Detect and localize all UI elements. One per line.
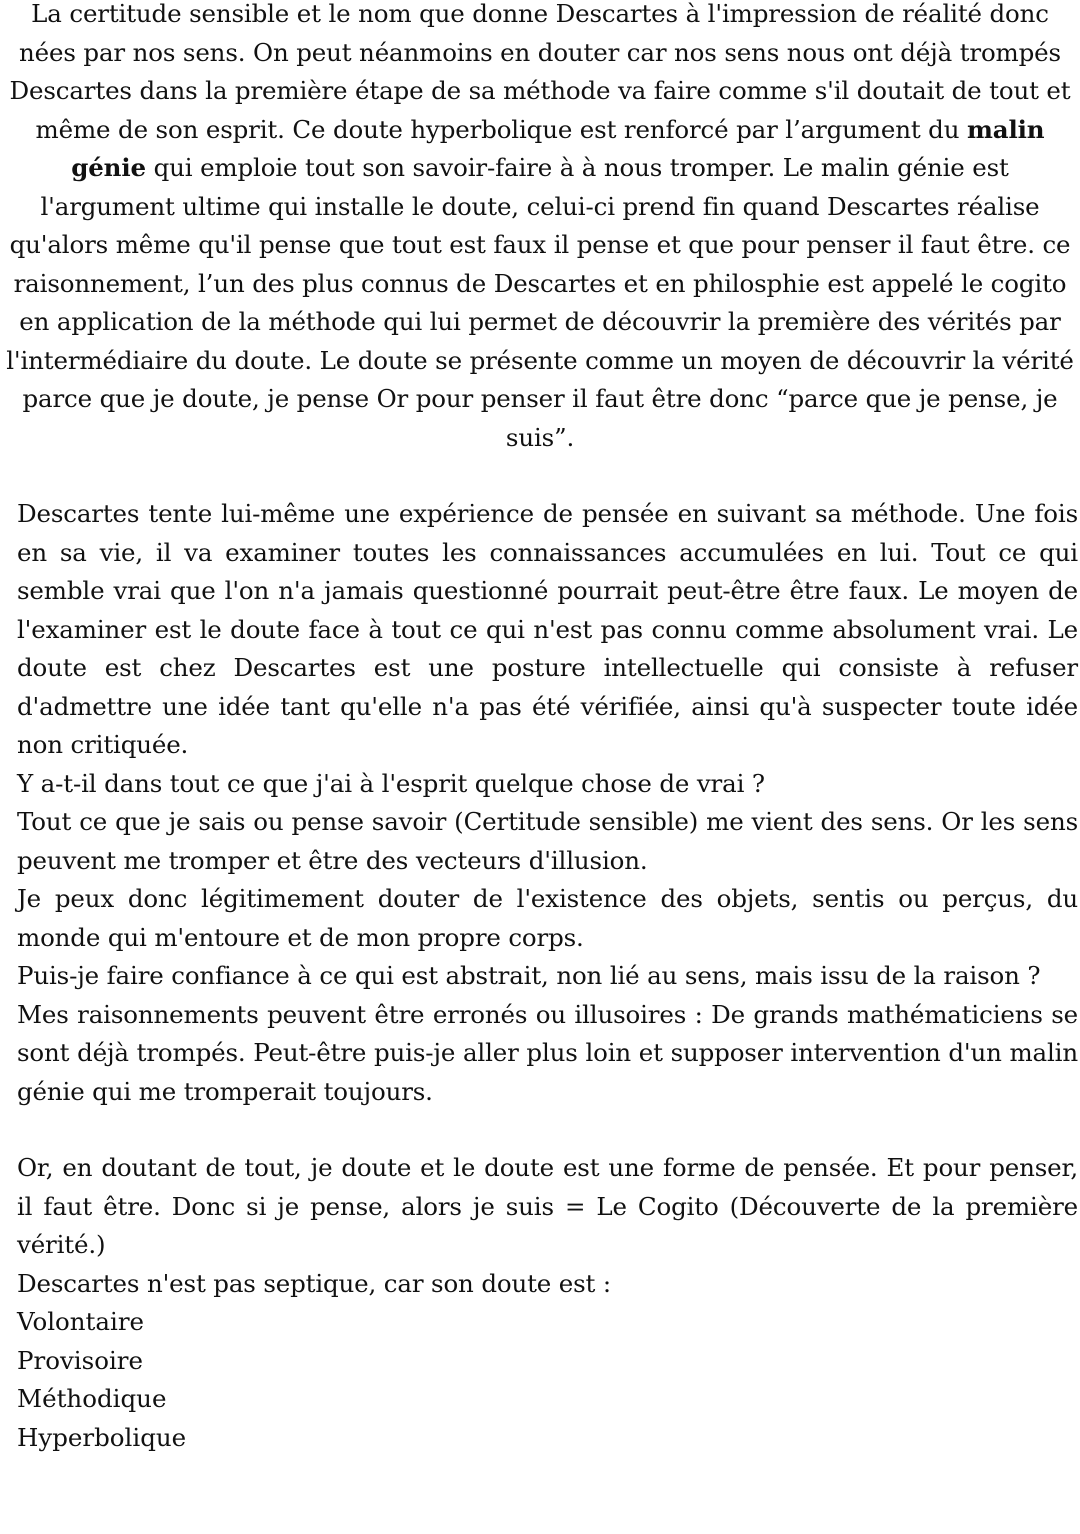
paragraph-gap <box>2 457 1078 495</box>
reasoning-paragraph: Mes raisonnements peuvent être erronés ou illusoires : De grands mathématiciens se sont déjà trompés. Peut-être puis-je aller plus loin et supposer intervention d'un malin génie qui me tromperait toujours. <box>17 999 1078 1106</box>
list-item: Hyperbolique <box>17 1422 187 1452</box>
intro-text-end: qui emploie tout son savoir-faire à à nous tromper. Le malin génie est l'argument ultime qui installe le doute, celui-ci prend fin quand Descartes réalise qu'alors même qu'il pense que tout est faux il pense et que pour penser il faut être. ce raisonnement, l’un des plus connus de Descartes et en philosphie est appelé le cogito en application de la méthode qui lui permet de découvrir la première des vérités par l'intermédiaire du doute. Le doute se présente comme un moyen de découvrir la vérité parce que je doute, je pense Or pour penser il faut être donc “parce que je pense, je suis”. <box>6 153 1074 452</box>
question-reason: Puis-je faire confiance à ce qui est abstrait, non lié au sens, mais issu de la raison ? <box>17 961 1041 990</box>
question-truth: Y a-t-il dans tout ce que j'ai à l'esprit quelque chose de vrai ? <box>17 768 765 798</box>
intro-text-start: La certitude sensible et le nom que donne Descartes à l'impression de réalité donc nées par nos sens. On peut néanmoins en douter car nos sens nous ont déjà trompés Descartes dans la première étape de sa méthode va faire comme s'il doutait de tout et même de son esprit. Ce doute hyperbolique est renforcé par l’argument du <box>9 0 1071 144</box>
list-intro: Descartes n'est pas septique, car son doute est : <box>17 1268 611 1298</box>
doubt-characteristics-list <box>2 1303 1078 1457</box>
cogito-paragraph: Or, en doutant de tout, je doute et le doute est une forme de pensée. Et pour penser, il faut être. Donc si je pense, alors je suis = Le Cogito (Découverte de la première vérité.) <box>17 1153 1078 1259</box>
senses-paragraph: Tout ce que je sais ou pense savoir (Certitude sensible) me vient des sens. Or les sens peuvent me tromper et être des vecteurs d'illusion. <box>17 807 1078 875</box>
experience-paragraph: Descartes tente lui-même une expérience de pensée en suivant sa méthode. Une fois en sa vie, il va examiner toutes les connaissances accumulées en lui. Tout ce qui semble vrai que l'on n'a jamais questionné pourrait peut-être être faux. Le moyen de l'examiner est le doute face à tout ce qui n'est pas connu comme absolument vrai. Le doute est chez Descartes est une posture intellectuelle qui consiste à refuser d'admettre une idée tant qu'elle n'a pas été vérifiée, ainsi qu'à suspecter toute idée non critiquée. <box>17 499 1078 759</box>
intro-paragraph <box>2 0 1078 457</box>
paragraph-gap <box>2 1111 1078 1149</box>
doubt-objects-paragraph: Je peux donc légitimement douter de l'existence des objets, sentis ou perçus, du monde qui m'entoure et de mon propre corps. <box>17 884 1078 952</box>
list-item: Méthodique <box>17 1384 167 1413</box>
list-item: Provisoire <box>17 1345 143 1375</box>
list-item: Volontaire <box>17 1307 145 1336</box>
malin-genie-bold: malin génie <box>71 114 1045 182</box>
